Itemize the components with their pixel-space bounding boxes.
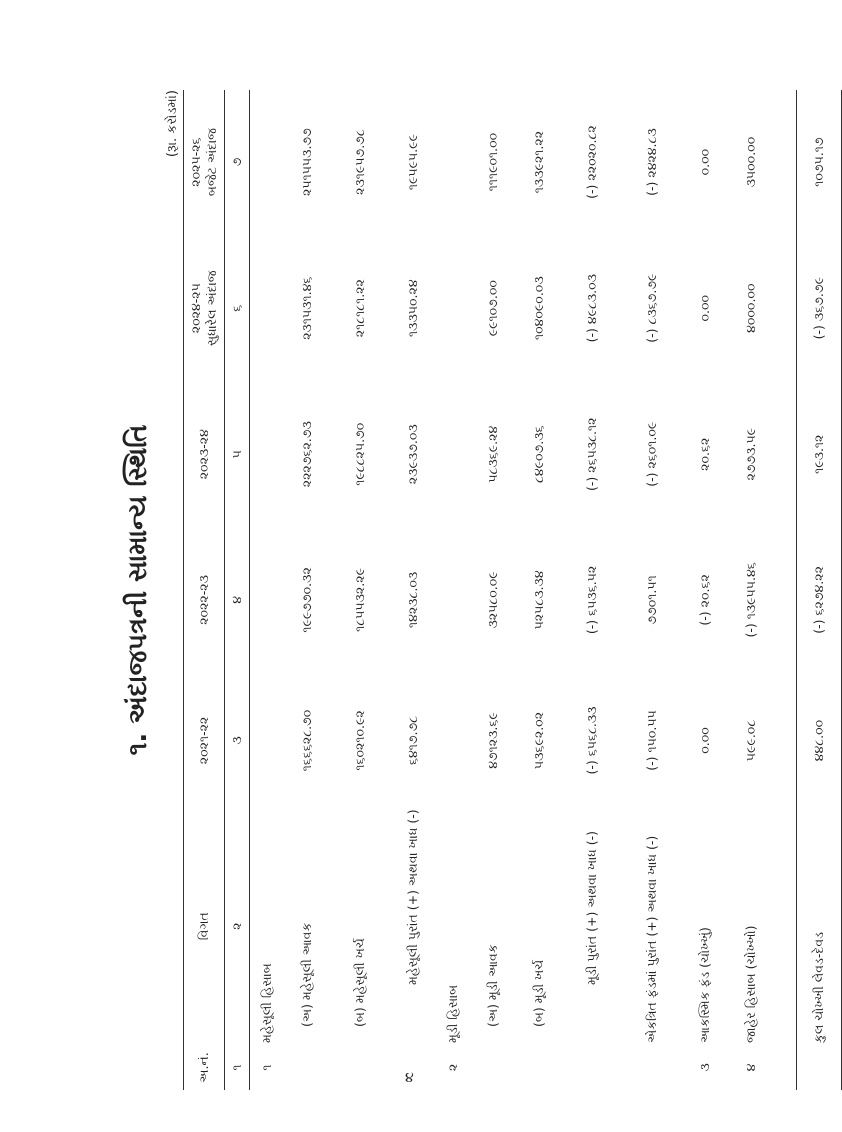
header-cell: ૨૦૨૩-૨૪ <box>184 382 225 526</box>
value-cell: (-) ૨૪૨૪.૮૩ <box>644 128 659 196</box>
row-label: મહેસૂલી પુરાંત (+) અથવા ખાધ (-) <box>405 809 420 985</box>
value-cell: (-) ૨૬૫૩૮.૧૨ <box>584 417 599 491</box>
value-cell: ૧૪૨૩૮.૦૩ <box>405 571 420 629</box>
spacer-row <box>774 90 797 1090</box>
value-cell: ૩૫૦૦.૦૦ <box>743 136 758 188</box>
row-label: એકત્રિત ફંડમાં પુરાંત (+) અથવા ખાધ (-) <box>644 835 659 1043</box>
table-row <box>330 90 390 1090</box>
value-cell: (-) ૨૦.૬૨ <box>697 574 712 626</box>
unit-note: (રૂા. કરોડમાં) <box>165 90 180 158</box>
row-number: ૪ <box>743 1063 758 1072</box>
value-cell: ૨૫૧૫૫૩.૭૭ <box>299 128 314 196</box>
value-cell: ૨૭૭૩.૫૯ <box>743 427 758 481</box>
row-number <box>797 1045 842 1090</box>
value-cell: ૧૮૫૫૩૨.૨૯ <box>352 568 367 632</box>
column-number: ૨ <box>225 807 250 1045</box>
value-cell: ૧૯૮૮૨૫.૭૦ <box>352 422 367 486</box>
value-cell: ૨૩૯૩૭.૦૩ <box>405 424 420 485</box>
value-cell: ૧૩૩૫૦.૨૪ <box>405 279 420 337</box>
value-cell: (-) ૧૩૯૫૫.૪૬ <box>743 562 758 638</box>
header-cell: ૨૦૨૨-૨૩ <box>184 526 225 673</box>
value-cell <box>250 382 285 526</box>
row-number: ૧ <box>259 1064 274 1071</box>
row-number: ૨ <box>445 1063 460 1072</box>
header-row <box>184 90 225 1090</box>
value-cell: ૬૪૧૭.૭૮ <box>405 715 420 766</box>
value-cell: ૨૦.૬૨ <box>697 437 712 471</box>
value-cell: (-) ૬૫૬૮.૩૩ <box>584 706 599 775</box>
table-row <box>682 90 728 1090</box>
value-cell: ૩૨૫૮૦.૦૯ <box>485 571 500 629</box>
value-cell: (-) ૩૬૭.૭૯ <box>797 234 842 382</box>
value-cell: ૨૩૧૯૫૭.૭૮ <box>352 129 367 195</box>
column-number: ૧ <box>225 1045 250 1090</box>
value-cell: (-) ૪૯૮૩.૦૩ <box>584 273 599 343</box>
value-cell: ૧૩૩૯૨૧.૨૨ <box>531 130 546 194</box>
value-cell: ૧૦૪૦૯૦.૦૩ <box>531 276 546 341</box>
value-cell: ૫૩૬૯૨.૦૨ <box>531 711 546 770</box>
header-cell: વિગત <box>184 807 225 1045</box>
value-cell <box>250 90 285 234</box>
value-cell: ૧૬૦૨૧૦.૯૨ <box>352 710 367 771</box>
value-cell: ૦.૦૦ <box>697 294 712 322</box>
value-cell <box>250 234 285 382</box>
table-row <box>728 90 774 1090</box>
value-cell: ૧૯૩.૧૨ <box>797 382 842 526</box>
row-number <box>562 1045 622 1090</box>
row-label: મૂડી હિસાબ <box>445 984 460 1043</box>
value-cell: ૪૦૦૦.૦૦ <box>743 283 758 333</box>
value-cell: ૭૭૦૧.૫૧ <box>644 575 659 625</box>
row-label: મહેસૂલી હિસાબ <box>259 963 274 1043</box>
value-cell: ૨૩૧૫૩૧.૪૬ <box>299 276 314 340</box>
column-number: ૪ <box>225 526 250 673</box>
table-row <box>562 90 622 1090</box>
value-cell: ૧૯૫૯૫.૯૯ <box>405 134 420 191</box>
value-cell: ૧૬૬૬૨૮.૭૦ <box>299 709 314 772</box>
value-cell: ૯૯૧૦૭.૦૦ <box>485 280 500 337</box>
column-number: ૩ <box>225 674 250 808</box>
row-label: આકસ્મિક ફંડ (ચોખ્ખું) <box>697 927 712 1043</box>
column-number: ૬ <box>225 234 250 382</box>
row-label: મૂડી પુરાંત (+) અથવા ખાધ (-) <box>584 830 599 985</box>
row-number <box>622 1045 682 1090</box>
row-number <box>330 1045 390 1090</box>
value-cell <box>436 382 470 526</box>
value-cell: ૦.૦૦ <box>697 148 712 176</box>
row-number: ૩ <box>697 1063 712 1072</box>
table-row <box>470 90 516 1090</box>
value-cell: (-) ૨૬૦૧.૦૯ <box>644 421 659 487</box>
table-row <box>284 90 330 1090</box>
value-cell <box>250 526 285 673</box>
header-cell: ૨૦૨૪-૨૫ સુધારેલ અંદાજ <box>184 234 225 382</box>
value-cell <box>436 234 470 382</box>
row-label: કુલ ચોખ્ખી લેવડ-દેવડ <box>797 807 842 1045</box>
row-label: (બ) મહેસૂલી ખર્ચ <box>352 938 367 1027</box>
value-cell: ૧૦૭૫.૧૭ <box>797 90 842 234</box>
value-cell: ૪૪૮.૦૦ <box>797 674 842 808</box>
value-cell: ૦.૦૦ <box>697 727 712 754</box>
header-cell: ૨૦૨૧-૨૨ <box>184 674 225 808</box>
row-number <box>284 1045 330 1090</box>
value-cell: ૫૯૯.૦૮ <box>743 719 758 762</box>
value-cell: (-) ૮૩૬૭.૭૯ <box>644 273 659 343</box>
value-cell: ૪૭૧૨૩.૬૯ <box>485 712 500 769</box>
page-title: ૧. અંદાજપત્રની સામાન્ય સ્થિતિ <box>123 424 153 756</box>
row-label: (બ) મૂડી ખર્ચ <box>531 959 546 1027</box>
value-cell: ૧૧૧૯૦૧.૦૦ <box>485 132 500 192</box>
header-cell: અ.નં. <box>184 1045 225 1090</box>
table-row <box>250 90 285 1090</box>
value-cell: (-) ૬૫૩૬.૫૨ <box>584 565 599 635</box>
value-cell: (-) ૬૨૭૪.૨૨ <box>797 526 842 673</box>
table-row <box>390 90 436 1090</box>
table-row <box>622 90 682 1090</box>
value-cell: ૨૧૮૧૮૧.૨૨ <box>352 279 367 338</box>
value-cell: ૧૯૯૭૭૦.૩૨ <box>299 567 314 633</box>
table-row <box>516 90 562 1090</box>
column-number-row <box>225 90 250 1090</box>
value-cell: (-) ૨૨૦૨૦.૮૨ <box>584 125 599 199</box>
value-cell: ૫૮૩૬૯.૨૪ <box>485 425 500 483</box>
header-cell: ૨૦૨૫-૨૬ બજેટ અંદાજ <box>184 90 225 234</box>
row-label: (અ) મહેસૂલી આવક <box>299 922 314 1027</box>
table-row <box>436 90 470 1090</box>
value-cell <box>436 90 470 234</box>
row-label: જાહેર હિસાબ (ચોખ્ખો) <box>743 925 758 1043</box>
value-cell: ૮૪૯૦૭.૩૬ <box>531 425 546 484</box>
row-number <box>470 1045 516 1090</box>
value-cell <box>436 674 470 808</box>
value-cell <box>436 526 470 673</box>
page-number: ૪ <box>405 1070 414 1086</box>
row-label: (અ) મૂડી આવક <box>485 944 500 1027</box>
value-cell: ૫૨૫૮૩.૩૪ <box>531 570 546 630</box>
total-row <box>797 90 842 1090</box>
budget-page <box>115 90 826 1090</box>
column-number: ૭ <box>225 90 250 234</box>
column-number: ૫ <box>225 382 250 526</box>
value-cell <box>250 674 285 808</box>
value-cell: (-) ૧૫૦.૫૫ <box>644 710 659 771</box>
value-cell: ૨૨૨૭૬૨.૭૩ <box>299 421 314 488</box>
row-number <box>516 1045 562 1090</box>
budget-table <box>183 90 842 1090</box>
